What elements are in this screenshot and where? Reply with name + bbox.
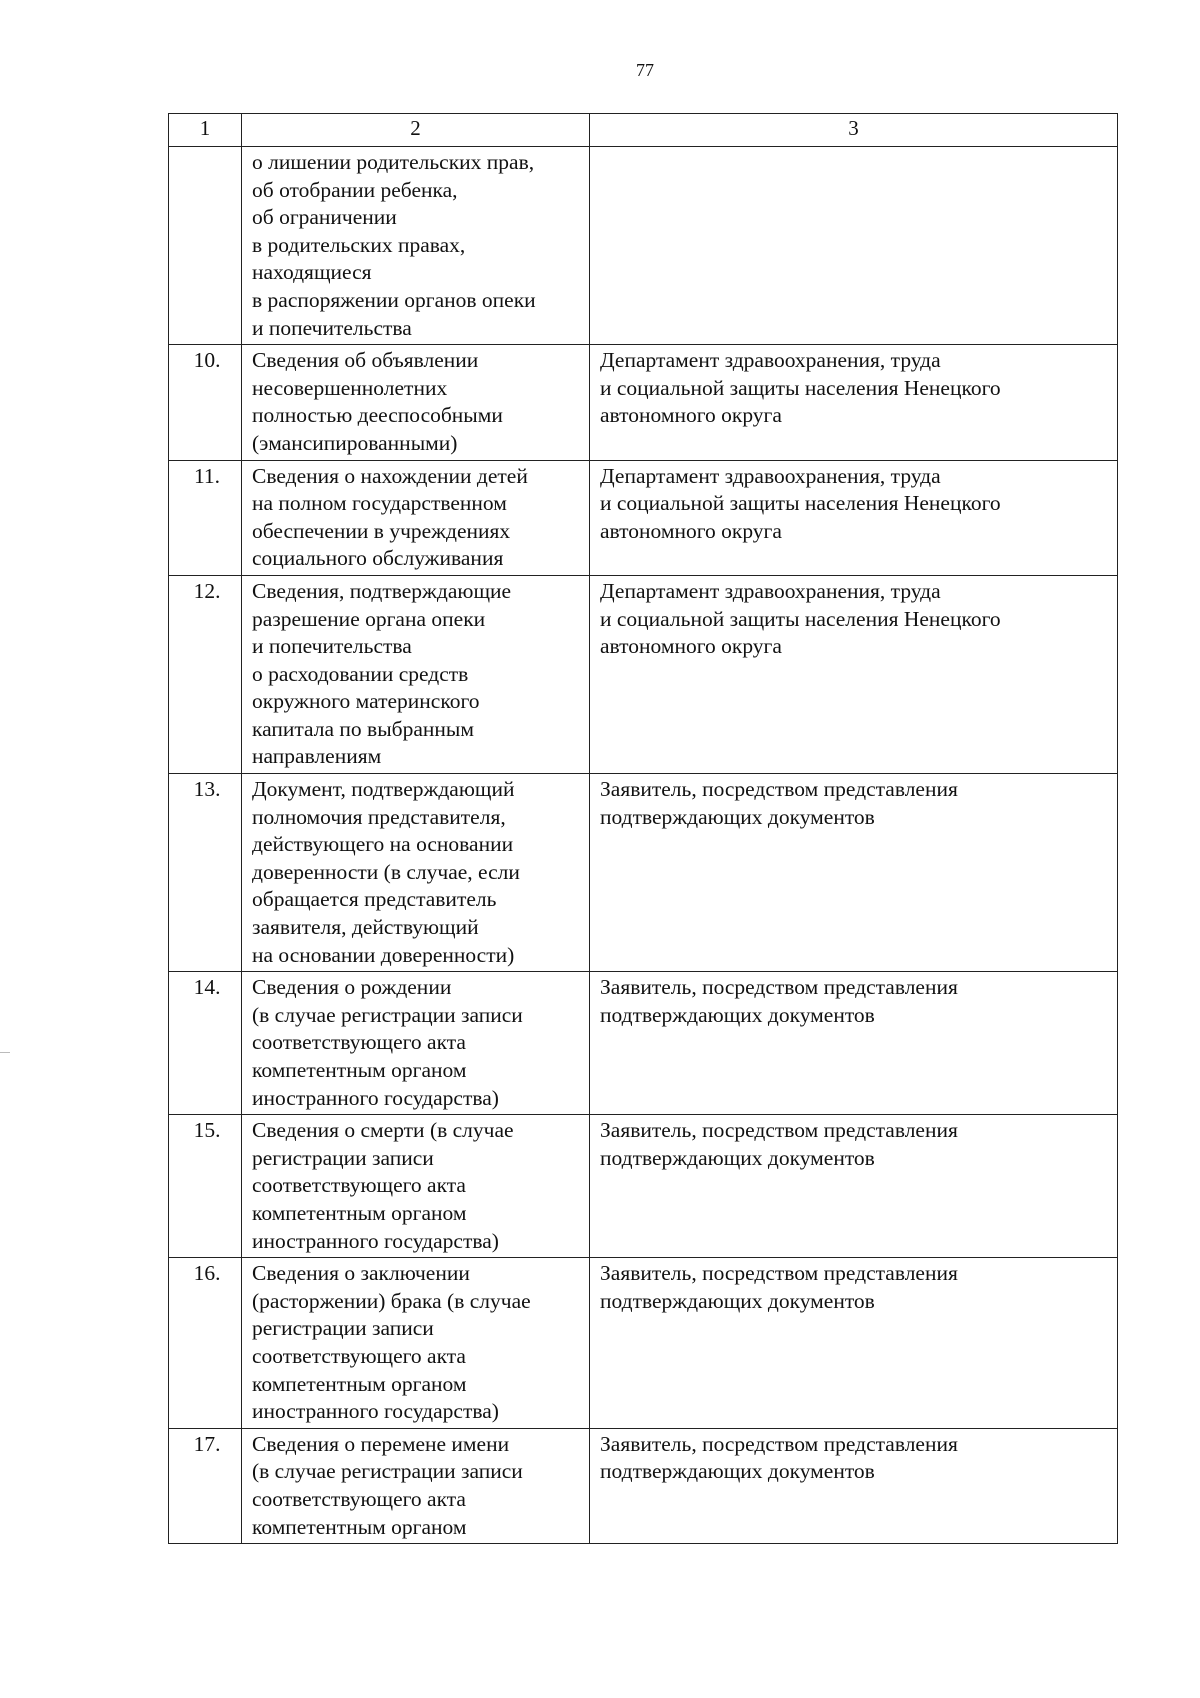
description-line: действующего на основании	[252, 832, 514, 857]
row-source	[590, 774, 1118, 972]
row-description	[242, 345, 590, 460]
description-line: регистрации записи	[252, 1145, 434, 1170]
source-line: автономного округа	[600, 518, 782, 543]
source-line: подтверждающих документов	[600, 1145, 875, 1170]
source-line: Заявитель, посредством представления	[600, 1261, 958, 1286]
description-line: (в случае регистрации записи	[252, 1459, 523, 1484]
description-line: соответствующего акта	[252, 1173, 466, 1198]
source-line: подтверждающих документов	[600, 1288, 875, 1313]
source-line: подтверждающих документов	[600, 804, 875, 829]
source-line: Заявитель, посредством представления	[600, 777, 958, 802]
description-line: компетентным органом	[252, 1058, 467, 1082]
description-line: иностранного государства)	[252, 1085, 499, 1110]
source-line: и социальной защиты населения Ненецкого	[600, 375, 1001, 400]
description-line: компетентным органом	[252, 1200, 467, 1225]
description-line: на полном государственном	[252, 491, 507, 516]
description-line: и попечительства	[252, 634, 412, 659]
row-number: 12.	[169, 575, 242, 773]
row-number: 14.	[169, 972, 242, 1115]
description-line: Сведения о смерти (в случае	[252, 1118, 514, 1143]
description-line: Сведения о рождении	[252, 975, 452, 1000]
page-number: 77	[636, 60, 654, 80]
source-line: Департамент здравоохранения, труда	[600, 578, 941, 603]
description-line: (расторжении) брака (в случае	[252, 1288, 531, 1313]
description-line: на основании доверенности)	[252, 942, 515, 967]
description-line: о расходовании средств	[252, 661, 469, 686]
description-line: Сведения о заключении	[252, 1261, 470, 1286]
description-line: капитала по выбранным	[252, 716, 474, 741]
document-table	[168, 113, 1118, 1544]
row-number: 15.	[169, 1115, 242, 1258]
row-source	[590, 1115, 1118, 1258]
source-line: подтверждающих документов	[600, 1459, 875, 1484]
description-line: Сведения о перемене имени	[252, 1431, 510, 1456]
row-description	[242, 972, 590, 1115]
table-row	[169, 460, 1118, 575]
row-description	[242, 1428, 590, 1543]
row-source	[590, 1428, 1118, 1543]
description-line: Документ, подтверждающий	[252, 777, 515, 802]
scan-margin-mark	[0, 1052, 10, 1053]
description-line: полностью дееспособными	[252, 403, 503, 428]
description-line: соответствующего акта	[252, 1343, 466, 1368]
description-line: Сведения об объявлении	[252, 348, 479, 373]
table-row	[169, 345, 1118, 460]
description-line: в распоряжении органов опеки	[252, 287, 536, 312]
description-line: компетентным органом	[252, 1371, 467, 1396]
row-description	[242, 575, 590, 773]
table-header-row	[169, 114, 1118, 147]
table-row	[169, 1258, 1118, 1429]
description-line: обеспечении в учреждениях	[252, 518, 511, 543]
description-line: полномочия представителя,	[252, 804, 506, 829]
table-row	[169, 147, 1118, 345]
row-description	[242, 460, 590, 575]
source-line: и социальной защиты населения Ненецкого	[600, 606, 1001, 631]
row-number: 16.	[169, 1258, 242, 1429]
description-line: Сведения о нахождении детей	[252, 463, 528, 488]
table-row	[169, 1428, 1118, 1543]
description-line: доверенности (в случае, если	[252, 859, 520, 884]
description-line: обращается представитель	[252, 887, 497, 912]
source-line: автономного округа	[600, 403, 782, 428]
description-line: заявителя, действующий	[252, 915, 479, 940]
header-cell-1: 1	[169, 114, 242, 147]
description-line: компетентным органом	[252, 1514, 467, 1539]
row-source	[590, 972, 1118, 1115]
row-number	[169, 147, 242, 345]
row-source	[590, 345, 1118, 460]
description-line: разрешение органа опеки	[252, 606, 486, 631]
description-line: соответствующего акта	[252, 1486, 466, 1511]
row-number: 13.	[169, 774, 242, 972]
table-row	[169, 972, 1118, 1115]
description-line: направлениям	[252, 744, 382, 769]
row-source	[590, 147, 1118, 345]
description-line: в родительских правах,	[252, 232, 466, 257]
row-source	[590, 575, 1118, 773]
source-line: и социальной защиты населения Ненецкого	[600, 491, 1001, 516]
description-line: Сведения, подтверждающие	[252, 578, 512, 603]
description-line: окружного материнского	[252, 689, 480, 714]
source-line: Департамент здравоохранения, труда	[600, 463, 941, 488]
row-source	[590, 460, 1118, 575]
row-number: 17.	[169, 1428, 242, 1543]
row-description	[242, 1258, 590, 1429]
description-line: об отобрании ребенка,	[252, 177, 458, 202]
description-line: (эмансипированными)	[252, 430, 458, 455]
source-line: Заявитель, посредством представления	[600, 1431, 958, 1456]
header-cell-2: 2	[242, 114, 590, 147]
description-line: (в случае регистрации записи	[252, 1002, 523, 1027]
description-line: иностранного государства)	[252, 1399, 499, 1424]
row-number: 11.	[169, 460, 242, 575]
header-cell-3: 3	[590, 114, 1118, 147]
description-line: несовершеннолетних	[252, 375, 448, 400]
table-row	[169, 774, 1118, 972]
table-row	[169, 575, 1118, 773]
description-line: и попечительства	[252, 315, 412, 340]
description-line: об ограничении	[252, 205, 397, 230]
description-line: регистрации записи	[252, 1316, 434, 1341]
row-description	[242, 1115, 590, 1258]
source-line: Заявитель, посредством представления	[600, 1118, 958, 1143]
source-line: подтверждающих документов	[600, 1002, 875, 1027]
description-line: иностранного государства)	[252, 1228, 499, 1253]
row-description	[242, 774, 590, 972]
row-source	[590, 1258, 1118, 1429]
source-line: Департамент здравоохранения, труда	[600, 348, 941, 373]
row-description	[242, 147, 590, 345]
description-line: социального обслуживания	[252, 546, 504, 571]
description-line: находящиеся	[252, 260, 372, 285]
source-line: автономного округа	[600, 634, 782, 659]
description-line: о лишении родительских прав,	[252, 150, 535, 174]
source-line: Заявитель, посредством представления	[600, 975, 958, 1000]
description-line: соответствующего акта	[252, 1030, 466, 1055]
row-number: 10.	[169, 345, 242, 460]
table-row	[169, 1115, 1118, 1258]
